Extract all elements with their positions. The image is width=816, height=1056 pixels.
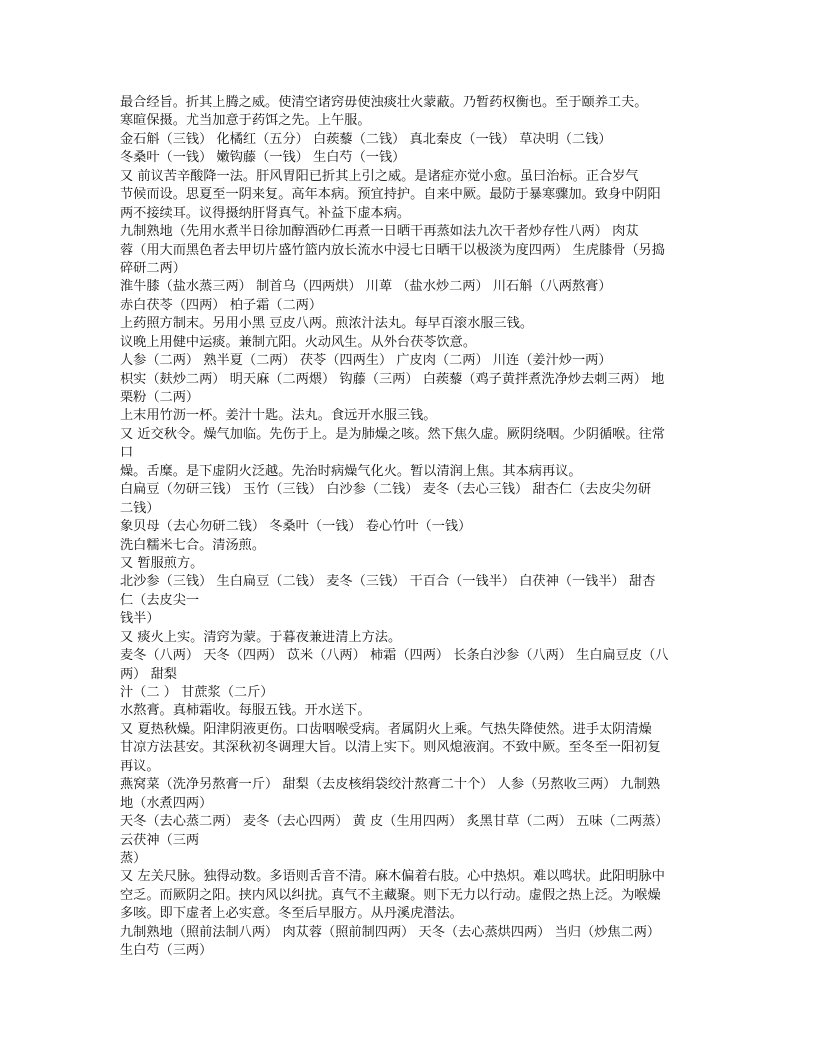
text-line: 蒸） [120,850,147,866]
text-line: 空乏。而厥阴之阳。挟内风以纠扰。真气不主藏聚。则下无力以行动。虚假之热上泛。为喉燥 [120,887,661,903]
text-line: 最合经旨。折其上腾之威。使清空诸窍毋使浊痰壮火蒙蔽。乃暂药权衡也。至于颐养工夫。 [120,95,648,110]
text-line: 生白芍（三两） [120,943,213,959]
text-line: 口 [120,445,134,461]
text-line: 枳实（麸炒二两） 明天麻（二两煨） 钩藤（三两） 白蒺藜（鸡子黄拌煮洗净炒去刺三两） 地 [120,371,665,387]
text-line: 节候而设。思夏至一阴来复。高年本病。预宜持护。自来中厥。最防于暴寒骤加。致身中阴阳 [120,187,661,203]
text-line: 两） 甜梨 [120,666,177,682]
text-line: 上末用竹沥一杯。姜汁十匙。法丸。食远开水服三钱。 [120,408,437,424]
text-line: 钱半） [120,611,160,627]
text-line: 又 暂服煎方。 [120,555,204,571]
text-line: 栗粉（二两） [120,390,200,405]
text-line: 又 夏热秋燥。阳津阴液更伤。口齿咽喉受病。者属阴火上乘。气热失降使然。进手太阴清燥 [120,721,652,737]
text-line: 燥。舌糜。是下虚阴火泛越。先治时病燥气化火。暂以清润上焦。其本病再议。 [120,463,582,479]
text-line: 汁（二 ） 甘蔗浆（二斤） [120,685,274,700]
document-page [120,94,700,961]
text-line: 仁（去皮尖一 [120,592,200,608]
text-line: 淮牛膝（盐水蒸三两） 制首乌（四两烘） 川萆 （盐水炒二两） 川石斛（八两熬膏） [120,279,612,295]
text-line: 两不接续耳。议得摄纳肝肾真气。补益下虚本病。 [120,205,411,221]
text-line: 议晚上用健中运痰。兼制亢阳。火动风生。从外台茯苓饮意。 [120,334,477,350]
text-line: 又 左关尺脉。独得动数。多语则舌音不清。麻木偏着右肢。心中热炽。难以鸣状。此阳明脉中 [120,869,665,885]
text-line: 又 前议苦辛酸降一法。肝风胃阳已折其上引之威。是诸症亦觉小愈。虽曰治标。正合岁气 [120,168,639,184]
text-line: 甘凉方法甚安。其深秋初冬调理大旨。以清上实下。则风熄液润。不致中厥。至冬至一阳初复 [120,740,661,756]
text-line: 蓉（用大而黑色者去甲切片盛竹篮内放长流水中浸七日晒干以极淡为度四两） 生虎膝骨（另捣 [120,242,665,258]
text-line: 水熬膏。真柿霜收。每服五钱。开水送下。 [120,703,371,719]
text-line: 洗白糯米七合。清汤煎。 [120,537,266,553]
text-line: 燕窝菜（洗净另熬膏一斤） 甜梨（去皮核绢袋绞汁熬膏二十个） 人参（另熬收三两） 九制熟 [120,777,661,793]
text-line: 地（水煮四两） [120,795,213,811]
text-line: 二钱） [120,500,160,516]
text-line: 云茯神（三两 [120,832,200,848]
text-line: 碎研二两） [120,260,186,276]
text-line: 又 痰火上实。清窍为蒙。于暮夜兼进清上方法。 [120,629,402,645]
text-line: 象贝母（去心勿研二钱） 冬桑叶（一钱） 卷心竹叶（一钱） [120,519,472,535]
text-line: 金石斛（三钱） 化橘红（五分） 白蒺藜（二钱） 真北秦皮（一钱） 草决明（二钱） [120,131,612,147]
text-line: 九制熟地（照前法制八两） 肉苁蓉（照前制四两） 天冬（去心蒸烘四两） 当归（炒焦二两） [120,924,661,940]
text-line: 上药照方制末。另用小黑 豆皮八两。煎浓汁法丸。每早百滚水服三钱。 [120,316,534,332]
text-line: 白扁豆（勿研三钱） 玉竹（三钱） 白沙参（二钱） 麦冬（去心三钱） 甜杏仁（去皮尖勿研 [120,482,652,498]
text-line: 多咳。即下虚者上必实意。冬至后早服方。从丹溪虎潜法。 [120,906,463,922]
text-line: 寒暄保摄。尤当加意于药饵之先。上午服。 [120,113,371,129]
text-line: 麦冬（八两） 天冬（四两） 苡米（八两） 柿霜（四两） 长条白沙参（八两） 生白扁豆皮（八 [120,648,669,664]
text-line: 天冬（去心蒸二两） 麦冬（去心四两） 黄 皮（生用四两） 炙黑甘草（二两） 五味（二两蒸） [120,814,669,830]
text-line: 北沙参（三钱） 生白扁豆（二钱） 麦冬（三钱） 干百合（一钱半） 白茯神（一钱半） 甜杏 [120,574,656,590]
text-line: 再议。 [120,758,160,774]
text-line: 又 近交秋令。燥气加临。先伤于上。是为肺燥之咳。然下焦久虚。厥阴绕咽。少阴循喉。往常 [120,426,665,442]
text-line: 赤白茯苓（四两） 柏子霜（二两） [120,297,323,313]
text-line: 人参（二两） 熟半夏（二两） 茯苓（四两生） 广皮肉（二两） 川连（姜汁炒一两） [120,353,612,369]
text-line: 九制熟地（先用水煮半日徐加醇酒砂仁再煮一日晒干再蒸如法九次干者炒存性八两） 肉苁 [120,224,639,240]
text-line: 冬桑叶（一钱） 嫩钩藤（一钱） 生白芍（一钱） [120,150,406,166]
